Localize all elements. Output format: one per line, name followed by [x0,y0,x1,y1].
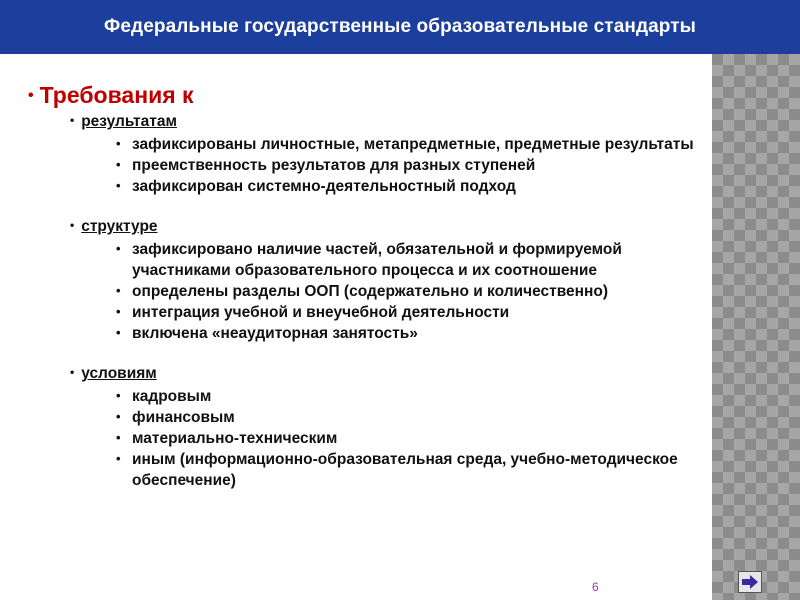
list-item: • зафиксированы личностные, метапредметные, предметные результаты [116,134,700,155]
section-title [70,217,700,237]
list-item: • определены разделы ООП (содержательно и количественно) [116,281,700,302]
section-items [70,134,700,197]
decorative-side-pattern [712,54,800,600]
section-title-text: структуре [81,218,158,235]
section-title-text: результатам [81,113,177,130]
list-item: • иным (информационно-образовательная среда, учебно-методическое обеспечение) [116,449,700,491]
list-item: • включена «неаудиторная занятость» [116,323,700,344]
section-conditions [70,364,700,491]
section-title-text: условиям [81,365,157,382]
section-title [70,364,700,384]
bullet-icon: • [70,113,75,127]
bullet-icon: • [70,365,75,379]
section-items [70,239,700,344]
bullet-icon: • [70,218,75,232]
header-bar [0,0,800,54]
list-item: • преемственность результатов для разных ступеней [116,155,700,176]
next-arrow-icon[interactable] [738,571,762,593]
slide-content [0,54,712,600]
list-item: • зафиксировано наличие частей, обязательной и формируемой участниками образовательного процесса и их соотношение [116,239,700,281]
requirements-heading [28,82,194,109]
list-item: • интеграция учебной и внеучебной деятельности [116,302,700,323]
list-item: • материально-техническим [116,428,700,449]
list-item: • кадровым [116,386,700,407]
heading-text: Требования к [39,82,194,108]
list-item: • финансовым [116,407,700,428]
bullet-icon: • [28,87,34,104]
list-item: • зафиксирован системно-деятельностный подход [116,176,700,197]
page-number: 6 [592,580,599,594]
page-title: Федеральные государственные образовательные стандарты [104,16,696,37]
section-results [70,112,700,197]
sections-list [70,112,700,511]
section-items [70,386,700,491]
section-structure [70,217,700,344]
section-title [70,112,700,132]
